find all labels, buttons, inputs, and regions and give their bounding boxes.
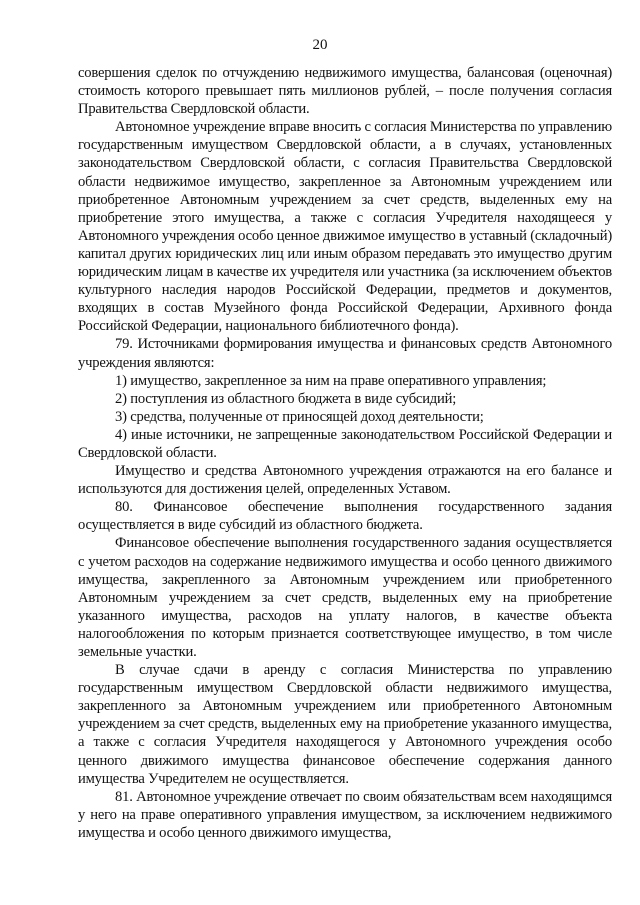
paragraph-81-liability: 81. Автономное учреждение отвечает по своим обязательствам всем находящимся у него на праве оперативного управления имуществом, за исключением недвижимого имущества и особо ценного движимого имущества, [78,788,612,841]
paragraph-property-contribution: Автономное учреждение вправе вносить с согласия Министерства по управлению государственным имуществом Свердловской области, а в случаях, установленных законодательством Свердловской области, с согласия Правительства Свердловской области недвижимое имущество, закрепленное за Автономным учреждением или приобретенное Автономным учреждением за счет средств, выделенных ему на приобретение этого имущества, а также с согласия Учредителя находящееся у Автономного учреждения особо ценное движимое имущество в уставный (складочный) капитал других юридических лиц или иным образом передавать это имущество другим юридическим лицам в качестве их учредителя или участника (за исключением объектов культурного наследия народов Российской Федерации, предметов и документов, входящих в состав Музейного фонда Российской Федерации, Архивного фонда Российской Федерации, национального библиотечного фонда). [78,119,612,335]
paragraph-balance: Имущество и средства Автономного учреждения отражаются на его балансе и используются для достижения целей, определенных Уставом. [78,463,612,498]
paragraph-lease: В случае сдачи в аренду с согласия Министерства по управлению государственным имуществом Свердловской области недвижимого имущества, закрепленного за Автономным учреждением или приобретенного Автономным учреждением за счет средств, выделенных ему на приобретение указанного имущества, а также с согласия Учредителя находящегося у Автономного учреждения особо ценного движимого имущества финансовое обеспечение содержания данного имущества Учредителем не осуществляется. [78,662,612,787]
paragraph-financing-details: Финансовое обеспечение выполнения государственного задания осуществляется с учетом расходов на содержание недвижимого имущества и особо ценного движимого имущества, закрепленного за Автономным учреждением или приобретенного Автономным учреждением за счет средств, выделенных ему на приобретение указанного имущества, расходов на уплату налогов, в качестве объекта налогообложения по которым признается соответствующее имущество, в том числе земельные участки. [78,535,612,660]
list-item-1: 1) имущество, закрепленное за ним на праве оперативного управления; [115,372,547,389]
list-item-3: 3) средства, полученные от приносящей доход деятельности; [115,408,484,425]
list-item-2: 2) поступления из областного бюджета в виде субсидий; [115,390,457,407]
paragraph-continuation: совершения сделок по отчуждению недвижимого имущества, балансовая (оценочная) стоимость которого превышает пять миллионов рублей, – после получения согласия Правительства Свердловской области. [78,65,612,118]
list-item-4: 4) иные источники, не запрещенные законодательством Российской Федерации и Свердловской области. [78,426,612,461]
paragraph-80-financing: 80. Финансовое обеспечение выполнения государственного задания осуществляется в виде субсидий из областного бюджета. [78,499,612,534]
document-body [78,64,612,842]
page-number: 20 [312,37,328,53]
paragraph-79-sources: 79. Источниками формирования имущества и финансовых средств Автономного учреждения являются: [78,336,612,371]
